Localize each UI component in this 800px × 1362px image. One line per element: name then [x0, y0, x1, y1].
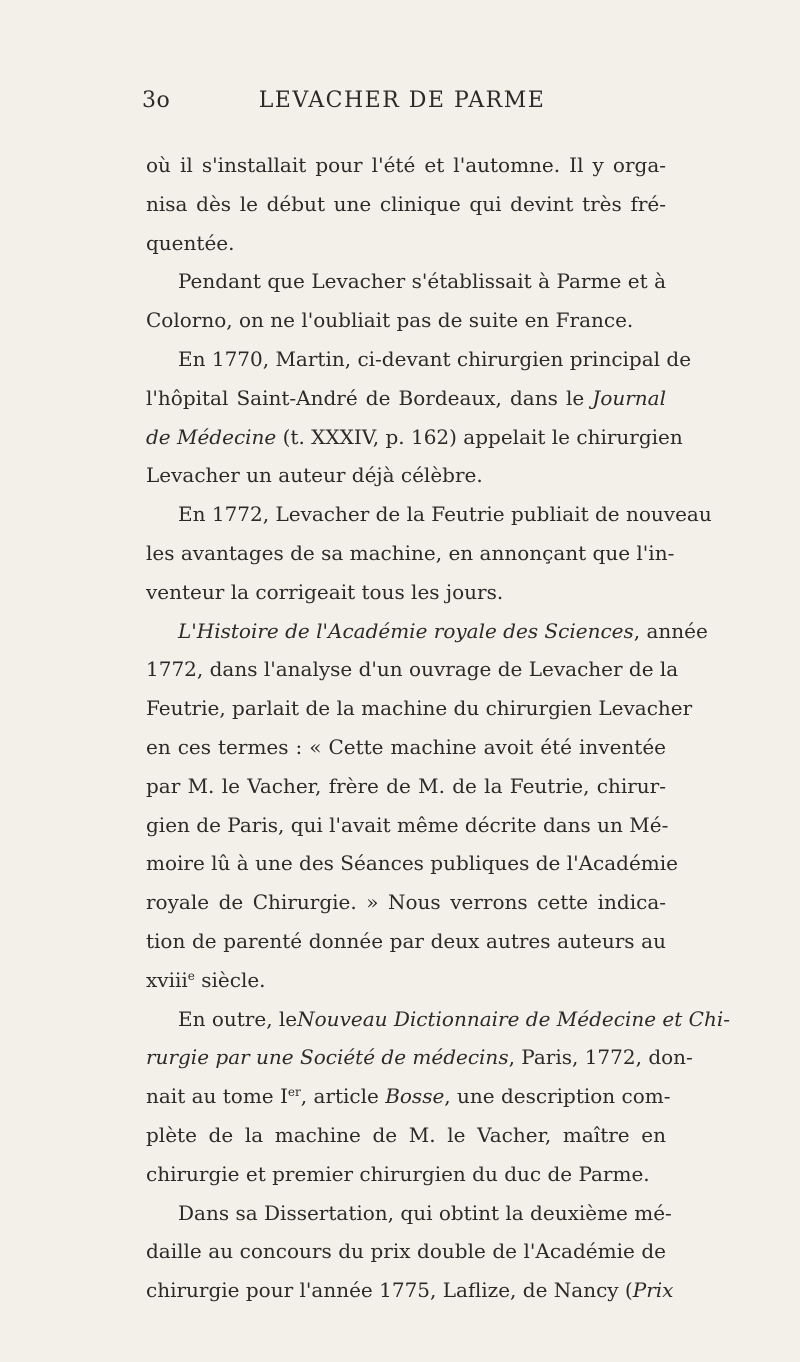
text-line: de Médecine (t. XXXIV, p. 162) appelait le chirurgien: [146, 424, 683, 449]
italic-title: rurgie par une Société de médecins: [146, 1045, 509, 1070]
italic-title: Bosse: [385, 1084, 445, 1109]
text-line: où il s'installait pour l'été et l'automne. Il y orga-: [146, 153, 666, 177]
superscript: er: [287, 1085, 301, 1100]
text-line: gien de Paris, qui l'avait même décrite dans un Mé-: [146, 812, 669, 837]
text-line: rurgie par une Société de médecins, Paris, 1772, don-: [146, 1045, 693, 1070]
text-line: nisa dès le début une clinique qui devint très fré-: [146, 191, 666, 216]
page-number: 3o: [142, 88, 171, 113]
italic-title: Nouveau Dictionnaire de Médecine et Chi-: [297, 1006, 730, 1031]
text-line: venteur la corrigeait tous les jours.: [146, 579, 504, 604]
text-line: en ces termes : « Cette machine avoit été inventée: [146, 734, 666, 759]
text-line: xviii$^e$ siècle.: [146, 967, 266, 992]
text-line: Colorno, on ne l'oubliait pas de suite en France.: [146, 308, 634, 333]
text-line: quentée.: [146, 230, 235, 255]
text-line: royale de Chirurgie. » Nous verrons cette indica-: [146, 890, 666, 915]
running-title: LEVACHER DE PARME: [258, 88, 546, 113]
text-line: moire lû à une des Séances publiques de l'Académie: [146, 851, 679, 876]
body-text: [146, 146, 730, 1310]
italic-title: Prix: [632, 1278, 674, 1303]
text-line: nait au tome Ier, article Bosse, une description com-: [146, 1084, 671, 1109]
text-line: tion de parenté donnée par deux autres auteurs au: [146, 928, 666, 953]
text-line: Feutrie, parlait de la machine du chirurgien Levacher: [146, 696, 693, 721]
page-header: [142, 88, 662, 122]
text-line: l'hôpital Saint-André de Bordeaux, dans le Journal: [146, 385, 666, 410]
text-line: En 1772, Levacher de la Feutrie publiait de nouveau: [178, 502, 712, 527]
text-line: Dans sa Dissertation, qui obtint la deuxième mé-: [178, 1200, 672, 1225]
text-line: plète de la machine de M. le Vacher, maître en: [146, 1122, 666, 1147]
text-line: En 1770, Martin, ci-devant chirurgien principal de: [178, 346, 692, 371]
text-line: Pendant que Levacher s'établissait à Parme et à: [178, 269, 666, 294]
italic-title: L'Histoire de l'Académie royale des Sciences: [178, 618, 634, 643]
italic-title: Journal: [592, 385, 666, 410]
text-line: chirurgie et premier chirurgien du duc de Parme.: [146, 1161, 650, 1186]
text-line: 1772, dans l'analyse d'un ouvrage de Levacher de la: [146, 657, 679, 682]
text-line: daille au concours du prix double de l'Académie de: [146, 1239, 666, 1264]
text-line: En outre, leNouveau Dictionnaire de Médecine et Chi-: [178, 1006, 730, 1031]
superscript: e: [187, 968, 195, 983]
text-line: chirurgie pour l'année 1775, Laflize, de Nancy (Prix: [146, 1278, 674, 1303]
text-line: L'Histoire de l'Académie royale des Sciences, année: [178, 618, 708, 643]
text-line: les avantages de sa machine, en annonçant que l'in-: [146, 540, 675, 565]
italic-title: de Médecine: [146, 424, 277, 449]
text-line: par M. le Vacher, frère de M. de la Feutrie, chirur-: [146, 773, 666, 798]
text-line: Levacher un auteur déjà célèbre.: [146, 463, 483, 488]
